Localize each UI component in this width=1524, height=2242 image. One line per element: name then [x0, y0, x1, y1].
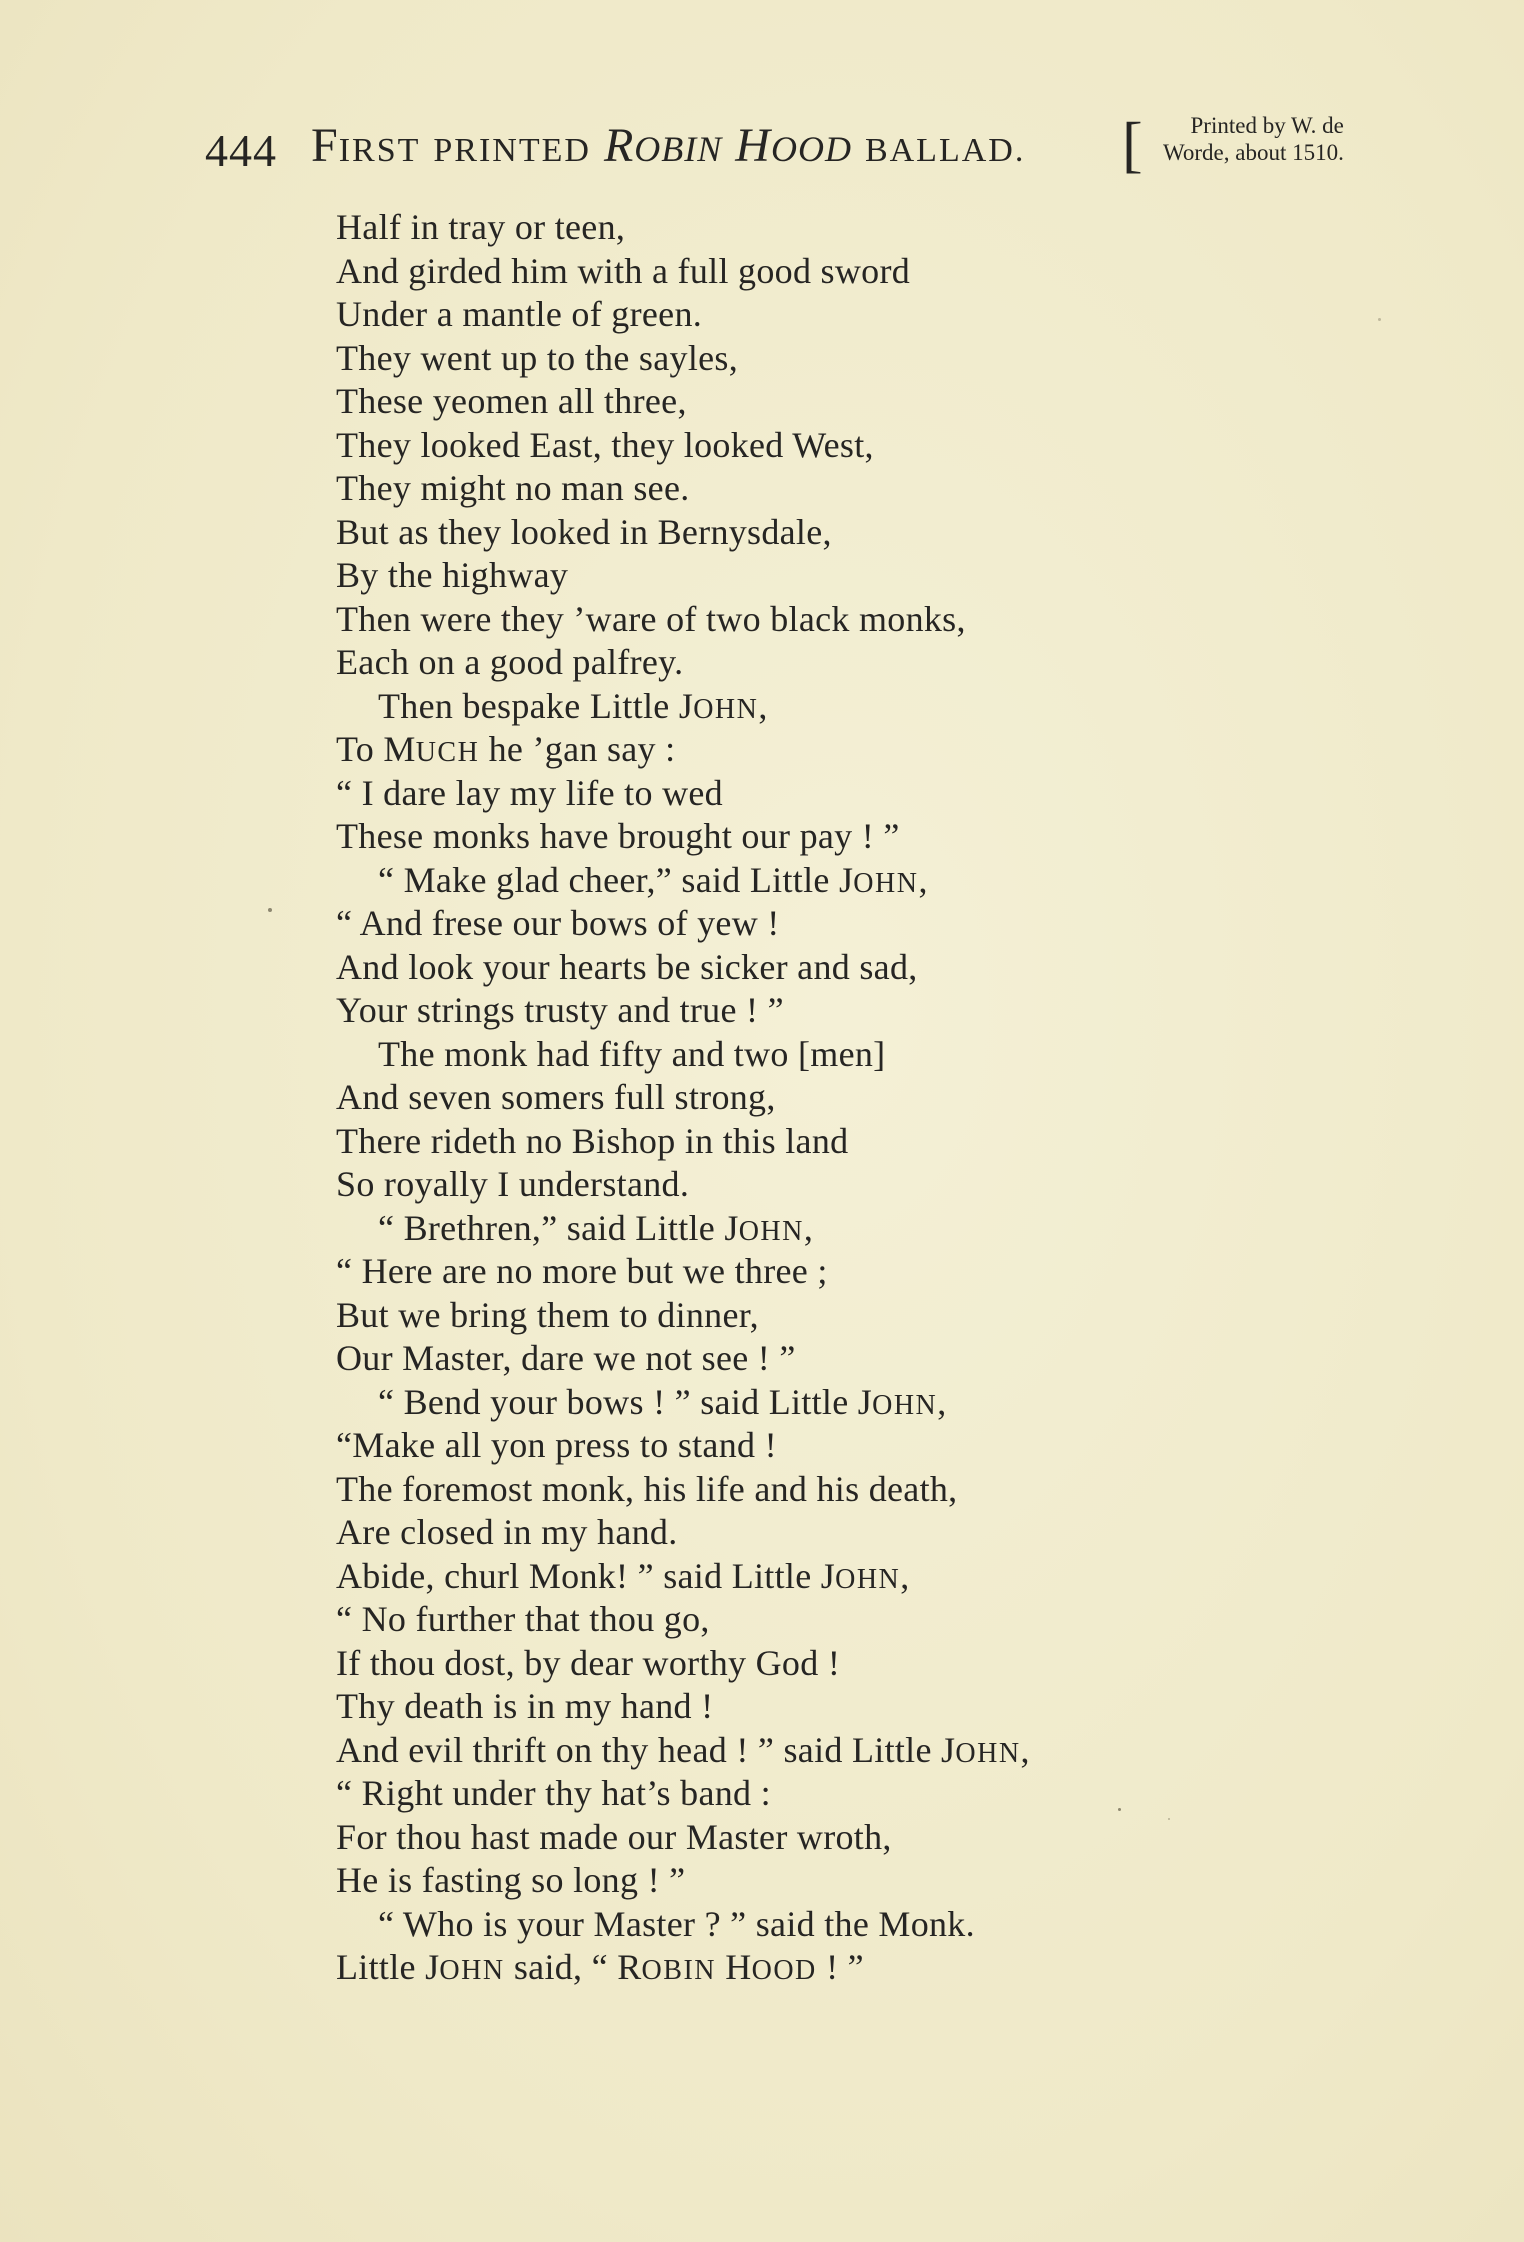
- verse-line: [336, 728, 1336, 772]
- verse-line: These monks have brought our pay ! ”: [336, 816, 900, 856]
- verse-line: Under a mantle of green.: [336, 294, 703, 334]
- title-robin-rest: OBIN: [634, 129, 723, 169]
- small-caps-text: OHN: [693, 693, 759, 725]
- sidenote-line-2: Worde, about 1510.: [1163, 140, 1344, 165]
- title-printed: PRINTED: [433, 132, 591, 169]
- verse-line: “ Who is your Master ? ” said the Monk.: [378, 1903, 975, 1944]
- line-text: ! ”: [816, 1947, 864, 1987]
- line-text: Abide, churl Monk! ” said Little J: [336, 1555, 836, 1596]
- small-caps-text: OHN: [835, 1563, 901, 1595]
- title-initial: F: [311, 119, 339, 172]
- verse-line: “ Right under thy hat’s band :: [336, 1773, 771, 1813]
- verse-line: There rideth no Bishop in this land: [336, 1120, 849, 1161]
- verse-line: And look your hearts be sicker and sad,: [336, 946, 918, 987]
- verse-line: “ And frese our bows of yew !: [336, 903, 780, 943]
- title-robin-initial: R: [603, 119, 635, 172]
- line-text: ,: [758, 685, 768, 726]
- line-text: ,: [900, 1555, 910, 1596]
- verse-line: [336, 1946, 1336, 1990]
- verse-line: Are closed in my hand.: [336, 1512, 678, 1552]
- verse-line: “ No further that thou go,: [336, 1599, 710, 1639]
- line-text: To M: [336, 729, 416, 769]
- verse-line: [336, 859, 1336, 903]
- verse-line: “Make all yon press to stand !: [336, 1425, 777, 1465]
- small-caps-text: OHN: [872, 1389, 938, 1421]
- line-text: And evil thrift on thy head ! ” said Little J: [336, 1729, 956, 1770]
- verse-line: Then were they ’ware of two black monks,: [336, 598, 966, 639]
- verse-line: He is fasting so long ! ”: [336, 1860, 686, 1900]
- verse-line: [336, 1555, 1336, 1599]
- paper-speck: [268, 908, 272, 912]
- running-header: [205, 108, 1385, 188]
- page-number: 444: [205, 125, 277, 176]
- verse-line: Half in tray or teen,: [336, 207, 626, 247]
- ballad-text: [336, 206, 1336, 1990]
- running-title: [311, 118, 1025, 173]
- verse-line: [336, 1381, 1336, 1425]
- verse-line: And girded him with a full good sword: [336, 250, 911, 291]
- line-text: he ’gan say :: [479, 729, 676, 769]
- line-text: Little J: [336, 1947, 440, 1987]
- line-text: Then bespake Little J: [378, 685, 694, 726]
- verse-line: “ Here are no more but we three ;: [336, 1251, 828, 1291]
- verse-line: Each on a good palfrey.: [336, 642, 684, 682]
- verse-line: If thou dost, by dear worthy God !: [336, 1642, 841, 1683]
- small-caps-text: OHN: [853, 867, 919, 899]
- paper-speck: [1168, 1818, 1170, 1820]
- printer-sidenote: [1163, 112, 1344, 166]
- verse-line: Our Master, dare we not see ! ”: [336, 1338, 796, 1378]
- small-caps-text: OHN: [955, 1737, 1021, 1769]
- verse-line: [336, 1207, 1336, 1251]
- line-text: “ Bend your bows ! ” said Little J: [378, 1381, 873, 1422]
- title-first-rest: IRST: [338, 132, 421, 169]
- line-text: said, “ R: [504, 1947, 642, 1987]
- paper-speck: [1378, 318, 1381, 321]
- verse-line: But as they looked in Bernysdale,: [336, 511, 832, 552]
- small-caps-text: OHN: [439, 1955, 505, 1986]
- verse-line: And seven somers full strong,: [336, 1077, 776, 1117]
- verse-line: [336, 1729, 1336, 1773]
- verse-line: For thou hast made our Master wroth,: [336, 1816, 892, 1857]
- verse-line: They looked East, they looked West,: [336, 424, 874, 465]
- verse-line: “ I dare lay my life to wed: [336, 772, 723, 813]
- verse-line: By the highway: [336, 555, 569, 595]
- line-text: ,: [918, 859, 928, 900]
- verse-line: Thy death is in my hand !: [336, 1686, 714, 1726]
- line-text: ,: [803, 1207, 814, 1248]
- line-text: “ Brethren,” said Little J: [378, 1207, 739, 1248]
- small-caps-text: OBIN: [641, 1955, 716, 1986]
- title-hood-rest: OOD: [770, 129, 852, 169]
- verse-line: The monk had fifty and two [men]: [378, 1033, 886, 1074]
- verse-line: These yeomen all three,: [336, 381, 687, 421]
- line-text: ,: [1020, 1729, 1030, 1770]
- paper-speck: [1118, 1808, 1121, 1811]
- small-caps-text: UCH: [415, 737, 480, 768]
- verse-line: Your strings trusty and true ! ”: [336, 990, 784, 1030]
- verse-line: They went up to the sayles,: [336, 337, 739, 378]
- verse-line: [336, 685, 1336, 729]
- line-text: H: [716, 1947, 752, 1987]
- verse-line: So royally I understand.: [336, 1164, 690, 1204]
- title-hood-initial: H: [735, 119, 771, 172]
- sidenote-line-1: Printed by W. de: [1190, 113, 1344, 138]
- verse-line: The foremost monk, his life and his death,: [336, 1468, 958, 1509]
- small-caps-text: OHN: [738, 1215, 804, 1247]
- verse-line: But we bring them to dinner,: [336, 1294, 759, 1335]
- small-caps-text: OOD: [751, 1955, 817, 1986]
- line-text: “ Make glad cheer,” said Little J: [378, 859, 854, 900]
- line-text: ,: [937, 1381, 947, 1422]
- title-ballad: BALLAD.: [864, 132, 1026, 169]
- verse-line: They might no man see.: [336, 468, 690, 508]
- sidenote-bracket: [: [1122, 111, 1143, 179]
